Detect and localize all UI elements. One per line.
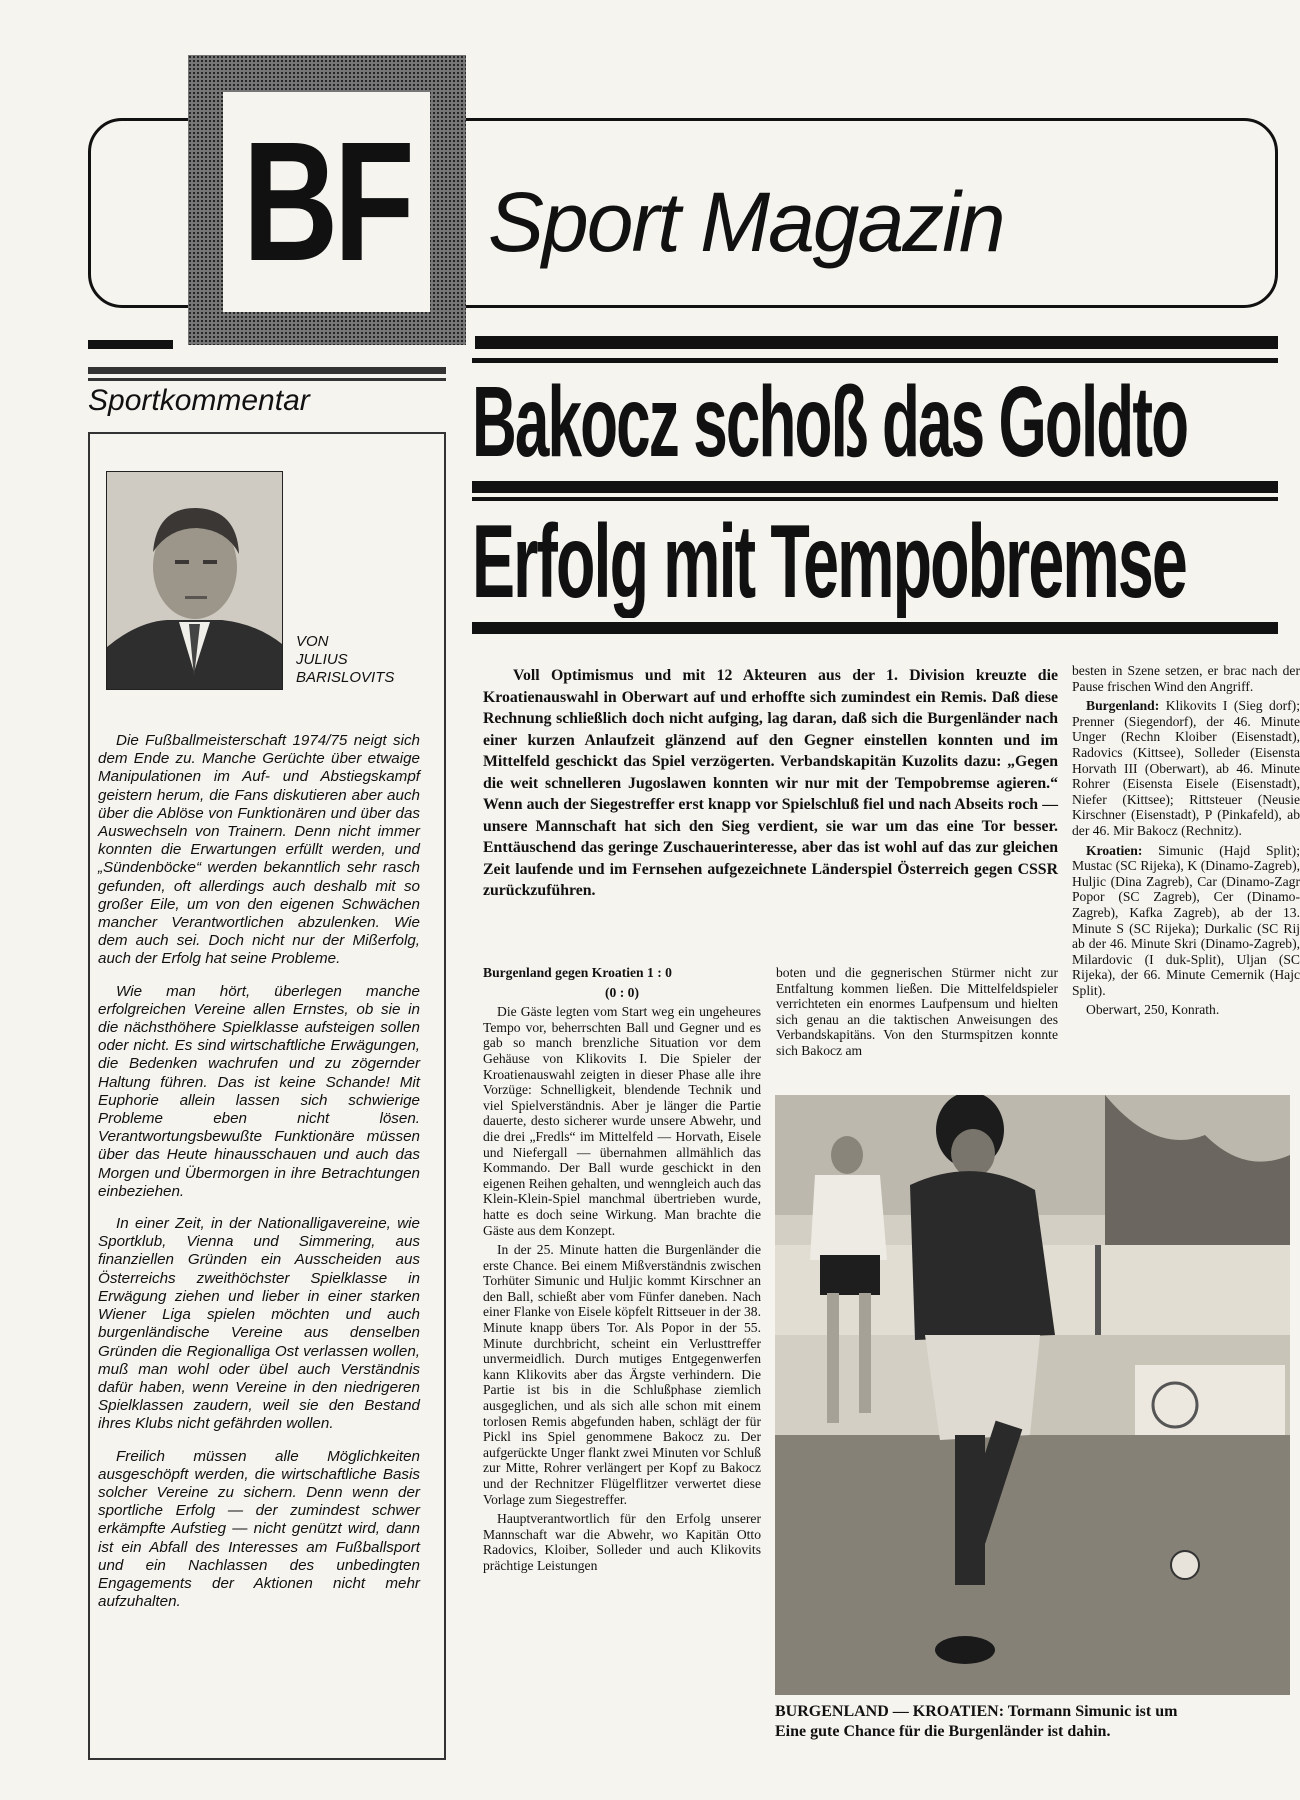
commentary-paragraph: In einer Zeit, in der Nationalligavereine, wie Sportklub, Vienna und Simmering, aus finanziellen Gründen ein Ausscheiden aus Österreichs zweithöchster Spielklasse in Erwägung ziehen und lieber in einer starken Wiener Liga spielen möchten und auch burgenländische Vereine aus denselben Gründen die Regionalliga Ost verlassen wollen, muß man wohl oder übel auch Verständnis dafür haben, wenn Vereine in den niedrigeren Spielklassen zaudern, weil sie den Bestand ihres Klubs nicht gefährden wollen. [98, 1215, 420, 1433]
magazine-title: Sport Magazin [488, 175, 1004, 269]
lineup-text: Simunic (Hajd Split); Mustac (SC Rijeka), K (Dinamo-Zagreb), Huljic (Dina Zagreb), Car (Dinamo-Zagr Popor (SC Zagreb), Cer (Dinamo-Zagreb), Kafka Zagreb), ab der 13. Minute S (SC Rijeka); Durkalic (SC Rij ab der 46. Minute Skri (Dinamo-Zagreb), Milardovic (I duk-Split), Uljan (SC Rijeka), der 66. Minute Cemernik (Hajc Split). [1072, 842, 1300, 998]
commentary-paragraph: Freilich müssen alle Möglichkeiten ausgeschöpft werden, die wirtschaftliche Basis solcher Vereine zu sichern. Denn wenn der sportliche Erfolg — der zumindest schwer erkämpfte Aufstieg — nicht genützt wird, dann ist ein Abfall des Interesses am Fußballsport und ein Nachlassen des unbedingten Engagements der Aktionen nicht mehr aufzuhalten. [98, 1447, 420, 1611]
article-paragraph: Die Gäste legten vom Start weg ein ungeheures Tempo vor, beherrschten Ball und Gegner und es gab so manch brenzliche Situation vor dem Gehäuse von Klikovits I. Die Spieler der Kroatienauswahl zeigten in dieser Phase alle ihre Vorzüge: Schnelligkeit, blendende Technik und viel Spielverständnis. Aber je länger die Partie dauerte, desto sicherer wurde unsere Abwehr, und die drei „Fredls“ im Mittelfeld — Horvath, Eisele und Niefergall — übernahmen allmählich das Kommando. Der Ball wurde geschickt in den eigenen Reihen gehalten, und wenngleich auch das Klein-Klein-Spiel manchmal übertrieben wurde, hatte es doch seine Wirkung. Man brachte die Gäste aus dem Konzept. [483, 1004, 761, 1238]
headline-secondary-text: Erfolg mit Tempobremse [472, 510, 1186, 618]
article-lead [483, 665, 1058, 902]
masthead-rule-right [475, 336, 1278, 349]
headline-rule [472, 481, 1278, 493]
match-result: Burgenland gegen Kroatien 1 : 0 [483, 965, 672, 980]
headline-rule [472, 358, 1278, 363]
article-paragraph: besten in Szene setzen, er brac nach der Pause frischen Wind den Angriff. [1072, 663, 1300, 694]
section-label: Sportkommentar [88, 384, 310, 417]
caption-line: BURGENLAND — KROATIEN: Tormann Simunic ist um [775, 1703, 1178, 1720]
logo-text: BF [242, 107, 411, 297]
article-paragraph: In der 25. Minute hatten die Burgenländer die erste Chance. Bei einem Mißverständnis zwischen Torhüter Simunic und Huljic kommt Kirschner an den Ball, schießt aber vom Fünfer daneben. Nach einer Flanke von Eisele köpfelt Rittseuer in der 38. Minute knapp übers Tor. Als Popor in der 55. Minute durchbricht, scheint ein Verlusttreffer unvermeidlich. Durch mutiges Entgegenwerfen kann Klikovits aber das Ärgste verhindern. Die Partie ist bis in die Schlußphase ziemlich ausgeglichen, und als sich alle schon mit einem torlosen Remis abgefunden haben, schlägt der für Pickl ins Spiel genommene Bakocz zu. Der aufgerückte Unger flankt zwei Minuten vor Schluß zur Mitte, Rohrer verlängert per Kopf zu Bakocz und der Rechnitzer Flügelflitzer verwertet diese Vorlage zum Siegestreffer. [483, 1242, 761, 1507]
byline-line: JULIUS [296, 651, 348, 668]
lead-text: Voll Optimismus und mit 12 Akteuren aus der 1. Division kreuzte die Kroatienauswahl in Oberwart auf und erhoffte sich zumindest ein Remis. Daß diese Rechnung schließlich doch nicht aufging, lag daran, daß sich die Burgenländer nach einer kurzen Anlaufzeit glänzend auf den Gegner einstellen konnten und im Mittelfeld geschickt das Spiel verzögerten. Verbandskapitän Kuzolits dazu: „Gegen die weit schnelleren Jugoslawen konnten wir nur mit der Tempobremse agieren.“ Wenn auch der Siegestreffer erst knapp vor Spielschluß fiel und nach Abseits roch — unsere Mannschaft hat sich den Sieg verdient, sie war um das eine Tor besser. Enttäuschend das geringe Zuschauerinteresse, aber das ist wohl auf das zur gleichen Zeit laufende und im Fernsehen aufgezeichnete Länderspiel Österreich gegen CSSR zurückzuführen. [483, 667, 1058, 899]
team-label: Burgenland: [1086, 698, 1160, 714]
caption-line: Eine gute Chance für die Burgenländer ist dahin. [775, 1723, 1111, 1740]
lineup-column [1072, 663, 1300, 1071]
logo-box [223, 92, 430, 312]
headline-rule [472, 497, 1278, 501]
photo-caption [775, 1702, 1295, 1742]
lineup-text: Klikovits I (Sieg dorf); Prenner (Siegendorf), der 46. Minute Unger (Rechn Kloiber (Eisenstadt), Radovics (Kittsee), Solleder (Eisensta Horvath III (Oberwart), ab 46. Minute Rohrer (Eisensta Eisele (Eisenstadt), Niefer (Kittsee); Rittsteuer (Neusie Kirschner (Eisenstadt), P (Pinkafeld), ab der 46. Mir Bakocz (Rechnitz). [1072, 698, 1300, 838]
article-column-1 [483, 965, 761, 1755]
headline-primary-text: Bakocz schoß das Goldto [472, 372, 1188, 474]
byline [296, 633, 394, 687]
byline-line: VON [296, 633, 329, 650]
author-portrait-image [107, 472, 282, 689]
headline-primary [472, 372, 1278, 474]
article-paragraph: boten und die gegnerischen Stürmer nicht zur Entfaltung kommen ließen. Die Mittelfeldspieler verrichteten ein enormes Laufpensum und hielten sich genau an die taktischen Anweisungen des Verbandskapitäns. Von den Sturmspitzen konnte sich Bakocz am [776, 965, 1058, 1058]
commentary-paragraph: Die Fußballmeisterschaft 1974/75 neigt sich dem Ende zu. Manche Gerüchte über etwaige Manipulationen im Auf- und Abstiegskampf geistern herum, die Fans diskutieren aber auch über die Ablöse von Funktionären und über das Auswechseln von Trainern. Denn nicht immer konnten die Erwartungen erfüllt werden, und „Sündenböcke“ werden bekanntlich sehr rasch gefunden, oft allerdings auch deshalb mit so großer Eile, um von den eigenen Schwächen mancher Verantwortlichen abzulenken. Wie dem auch sei. Doch nicht nur der Mißerfolg, auch der Erfolg hat seine Probleme. [98, 732, 420, 968]
lineup-burgenland [1072, 698, 1300, 838]
commentary-paragraph: Wie man hört, überlegen manche erfolgreichen Vereine allen Ernstes, ob sie in die nächsthöhere Spielklasse aufsteigen sollen oder nicht. Es sind wirtschaftliche Erwägungen, die Bedenken wachrufen und zu zögernder Haltung führen. Das ist keine Schande! Mit Euphorie allein lassen sich schwierige Probleme eben nicht lösen. Verantwortungsbewußte Funktionäre müssen über das Heute hinausschauen und auch das Morgen und Übermorgen in ihre Betrachtungen einbeziehen. [98, 982, 420, 1200]
section-rule [88, 367, 446, 374]
author-portrait [106, 471, 283, 690]
venue-line: Oberwart, 250, Konrath. [1086, 1002, 1220, 1018]
halftime-score: (0 : 0) [605, 984, 639, 1000]
article-column-2 [776, 965, 1058, 1075]
masthead-rule-left [88, 340, 173, 349]
section-rule [88, 378, 446, 381]
byline-line: BARISLOVITS [296, 669, 395, 686]
lineup-kroatien [1072, 843, 1300, 999]
match-photo [775, 1095, 1290, 1695]
headline-rule [472, 622, 1278, 634]
headline-secondary [472, 510, 1278, 618]
team-label: Kroatien: [1086, 842, 1143, 858]
match-photo-image [775, 1095, 1290, 1695]
article-paragraph: Hauptverantwortlich für den Erfolg unserer Mannschaft war die Abwehr, wo Kapitän Otto Radovics, Kloiber, Solleder und auch Klikovits prächtige Leistungen [483, 1511, 761, 1573]
commentary-text [98, 732, 420, 1625]
